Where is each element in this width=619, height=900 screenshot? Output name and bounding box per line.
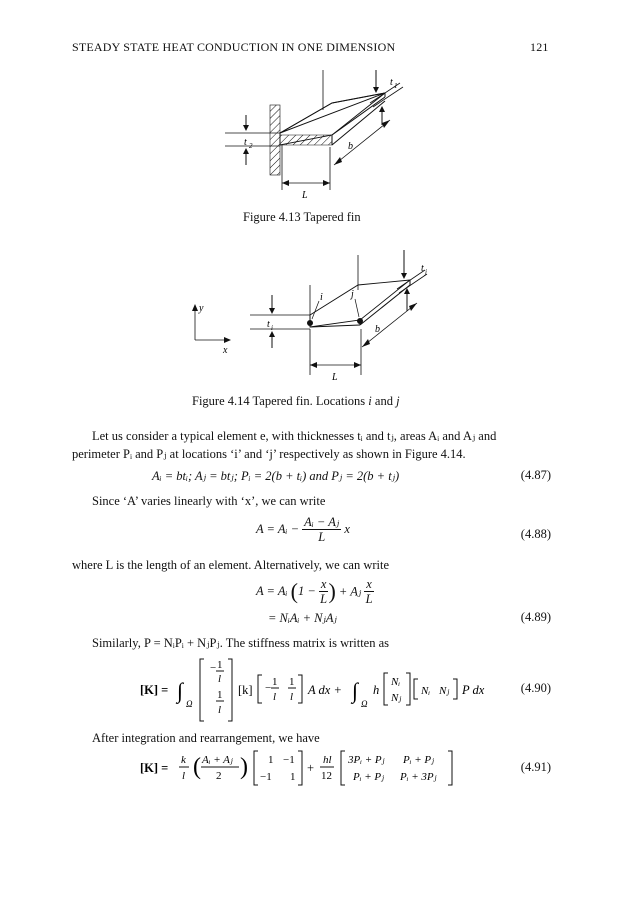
svg-text:1: 1 [289,676,295,688]
svg-text:hl: hl [323,754,332,766]
equation-4-90 [130,657,510,723]
svg-text:∫: ∫ [352,678,359,703]
svg-text:l: l [218,704,222,716]
equation-4-88: A = Aᵢ − $\frac{\text{Aᵢ − Aⱼ}}{L}$ x [256,515,350,544]
svg-text:Ω: Ω [186,699,193,709]
label-t1: t [390,77,393,88]
node-j [357,318,363,324]
svg-text:1: 1 [217,659,223,671]
equation-number-4-88: (4.88) [520,527,551,541]
svg-text:j: j [425,268,427,276]
label-t2: t [244,137,247,148]
svg-text:12: 12 [321,770,332,782]
svg-text:−1: −1 [283,754,295,766]
figure-4-14-tapered-fin [185,245,445,390]
svg-text:Ω: Ω [361,699,368,709]
text-after: After integration and rearrangement, we have [92,731,320,745]
label-i: i [320,292,323,303]
svg-text:+: + [307,761,315,775]
node-i [307,320,313,326]
figure-4-13-tapered-fin [210,65,410,205]
svg-text:−: − [265,682,272,694]
page-number: 121 [530,40,549,54]
wall-hatch [270,105,280,175]
running-header: STEADY STATE HEAT CONDUCTION IN ONE DIMENSION [72,40,396,54]
axis-x: x [223,345,228,356]
label-ti: t [267,319,270,330]
equation-number-4-87: (4.87) [520,468,551,482]
svg-text:i: i [271,324,273,332]
svg-text:l: l [182,770,186,782]
label-b2: b [375,324,380,335]
svg-text:l: l [218,673,222,685]
equation-4-91 [135,747,495,789]
svg-text:[K] =: [K] = [140,683,169,697]
paren-open: ( [193,754,201,780]
svg-text:h: h [373,683,380,697]
equation-4-89-line1: A = Aᵢ (1 − $\frac{x}{L}$ ) + Aⱼ $\frac{x}{L}$ [256,577,373,606]
svg-text:2: 2 [249,142,253,150]
svg-text:k: k [181,754,186,766]
equation-4-87: Aᵢ = btᵢ; Aⱼ = btⱼ; Pᵢ = 2(b + tᵢ) and Pⱼ = 2(b + tⱼ) [152,469,400,483]
svg-text:1: 1 [217,689,223,701]
svg-text:−: − [210,662,217,674]
svg-text:l: l [273,691,277,703]
svg-text:Aᵢ + Aⱼ: Aᵢ + Aⱼ [202,754,233,766]
text-similarly: Similarly, P = NᵢPᵢ + NⱼPⱼ. The stiffness matrix is written as [92,636,390,650]
text-since: Since ‘A’ varies linearly with ‘x’, we can write [92,494,326,508]
svg-text:l: l [290,691,294,703]
svg-text:Pᵢ + Pⱼ: Pᵢ + Pⱼ [403,754,435,766]
figure-4-13-caption: Figure 4.13 Tapered fin [243,210,361,224]
svg-text:Nᵢ: Nᵢ [421,685,431,697]
svg-text:Nⱼ: Nⱼ [439,685,450,697]
figure-4-14-caption: Figure 4.14 Tapered fin. Locations i and j [192,394,400,408]
svg-text:1: 1 [290,771,296,783]
svg-text:A dx +: A dx + [308,683,342,697]
svg-text:Nᵢ: Nᵢ [391,676,401,688]
label-L2: L [332,372,338,383]
svg-text:Nⱼ: Nⱼ [391,692,402,704]
fin-bottom [280,135,332,145]
svg-text:3Pᵢ + Pⱼ: 3Pᵢ + Pⱼ [348,754,385,766]
label-tj: t [421,263,424,274]
paren-close: ) [240,754,248,780]
equation-number-4-90: (4.90) [520,681,551,695]
svg-text:Pᵢ + 3Pⱼ: Pᵢ + 3Pⱼ [400,771,437,783]
label-j: j [351,289,354,300]
svg-text:P dx: P dx [462,683,485,697]
label-b: b [348,141,353,152]
text-where: where L is the length of an element. Alternatively, we can write [72,558,390,572]
svg-text:[K] =: [K] = [140,761,169,775]
label-L: L [302,190,308,201]
svg-text:[k]: [k] [238,683,253,697]
svg-text:−1: −1 [260,771,272,783]
equation-4-89-line2: = NᵢAᵢ + NⱼAⱼ [268,611,337,625]
equation-number-4-89: (4.89) [520,610,551,624]
paragraph-line-2: perimeter Pᵢ and Pⱼ at locations ‘i’ and ‘j’ respectively as shown in Figure 4.14. [72,447,466,461]
svg-text:1: 1 [394,82,398,90]
equation-number-4-91: (4.91) [520,760,551,774]
svg-text:1: 1 [272,676,278,688]
svg-text:1: 1 [268,754,274,766]
svg-text:2: 2 [216,770,222,782]
svg-text:Pᵢ + Pⱼ: Pᵢ + Pⱼ [353,771,385,783]
axis-y: y [199,303,204,314]
svg-text:∫: ∫ [177,678,184,703]
paragraph-line-1: Let us consider a typical element e, with thicknesses tᵢ and tⱼ, areas Aᵢ and Aⱼ and [92,429,497,443]
